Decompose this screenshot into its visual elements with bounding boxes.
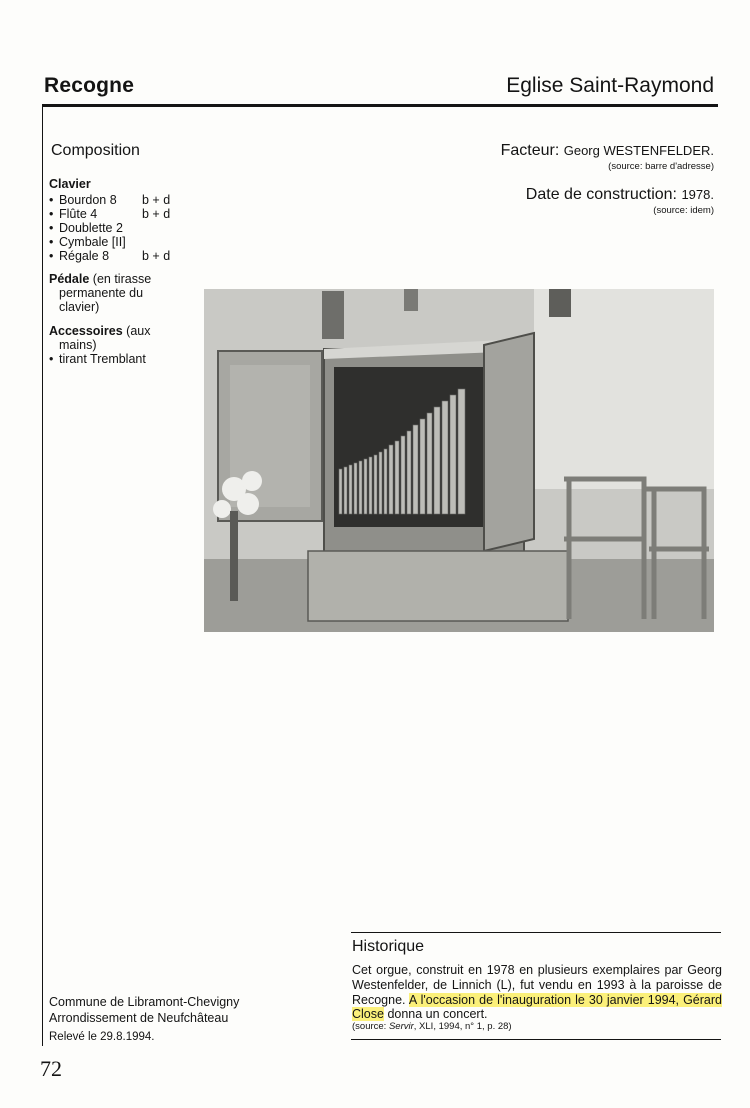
stop-item [49,193,209,207]
stop-item [49,221,209,235]
left-margin-rule [42,104,43,1046]
stop-item [49,235,209,249]
page-number: 72 [40,1056,62,1081]
pedale-note-3: clavier) [59,300,100,314]
historique-text [352,963,722,1022]
builder-source: (source: barre d'adresse) [608,161,714,172]
releve-date: Relevé le 29.8.1994. [49,1031,155,1043]
arrondissement-line: Arrondissement de Neufchâteau [49,1011,229,1025]
pedale-note-2: permanente du [59,286,144,300]
stop-name: Cymbale [II] [59,235,126,249]
organ-photo-drawing [204,289,714,632]
date-block [526,186,714,216]
pedale-section [49,272,179,314]
pedale-note-1: (en tirasse [92,272,152,286]
stop-name: Bourdon 8 [59,193,117,207]
commune-block [49,994,239,1026]
stop-name: Doublette 2 [59,221,123,235]
stop-name: Régale 8 [59,249,110,263]
builder-label: Facteur: [500,142,560,159]
church-name: Eglise Saint-Raymond [506,74,714,97]
organ-photo [204,289,714,632]
page-title: Recogne [44,74,135,97]
clavier-section [49,177,209,263]
accessoires-section [49,324,199,366]
accessoire-item: • tirant Tremblant [49,352,199,366]
composition-heading: Composition [51,142,140,159]
builder-value: Georg WESTENFELDER. [563,143,714,158]
date-source: (source: idem) [653,205,714,216]
stop-register: b + d [142,249,171,263]
historique-source [352,1021,512,1032]
header-rule [42,104,718,107]
stop-item [49,249,209,263]
historique-source-title: Servir [388,1021,414,1032]
historique-rule-bottom [351,1039,721,1040]
stop-list [49,193,209,263]
historique-source-rest: , XLI, 1994, n° 1, p. 28) [413,1021,512,1032]
historique-text-end: donna un concert. [387,1007,488,1022]
accessoires-list [49,352,199,366]
stop-register: b + d [142,207,171,221]
pedale-label: Pédale [49,272,90,286]
historique-source-prefix: (source: [352,1021,387,1032]
historique-text-plain: Cet orgue, construit en 1978 en plusieurs exemplaires par Georg Westenfelder, de Linnich (L), fut vendu en 1993 à la paroisse de Recogne. [352,963,722,1007]
accessoires-label: Accessoires [49,324,123,338]
historique-rule-top [351,932,721,933]
stop-name: Flûte 4 [59,207,98,221]
date-label: Date de construction: [525,186,677,203]
commune-line: Commune de Libramont-Chevigny [49,995,240,1009]
historique-text-highlight: A l'occasion de l'inauguration le 30 janvier 1994, Gérard Close [352,992,722,1022]
date-value: 1978. [681,187,714,202]
stop-register: b + d [142,193,171,207]
builder-block [501,142,714,172]
historique-heading: Historique [352,938,425,955]
clavier-label: Clavier [49,177,91,191]
accessoires-note-1: (aux [126,324,151,338]
accessoires-note-2: mains) [59,338,97,352]
stop-item [49,207,209,221]
